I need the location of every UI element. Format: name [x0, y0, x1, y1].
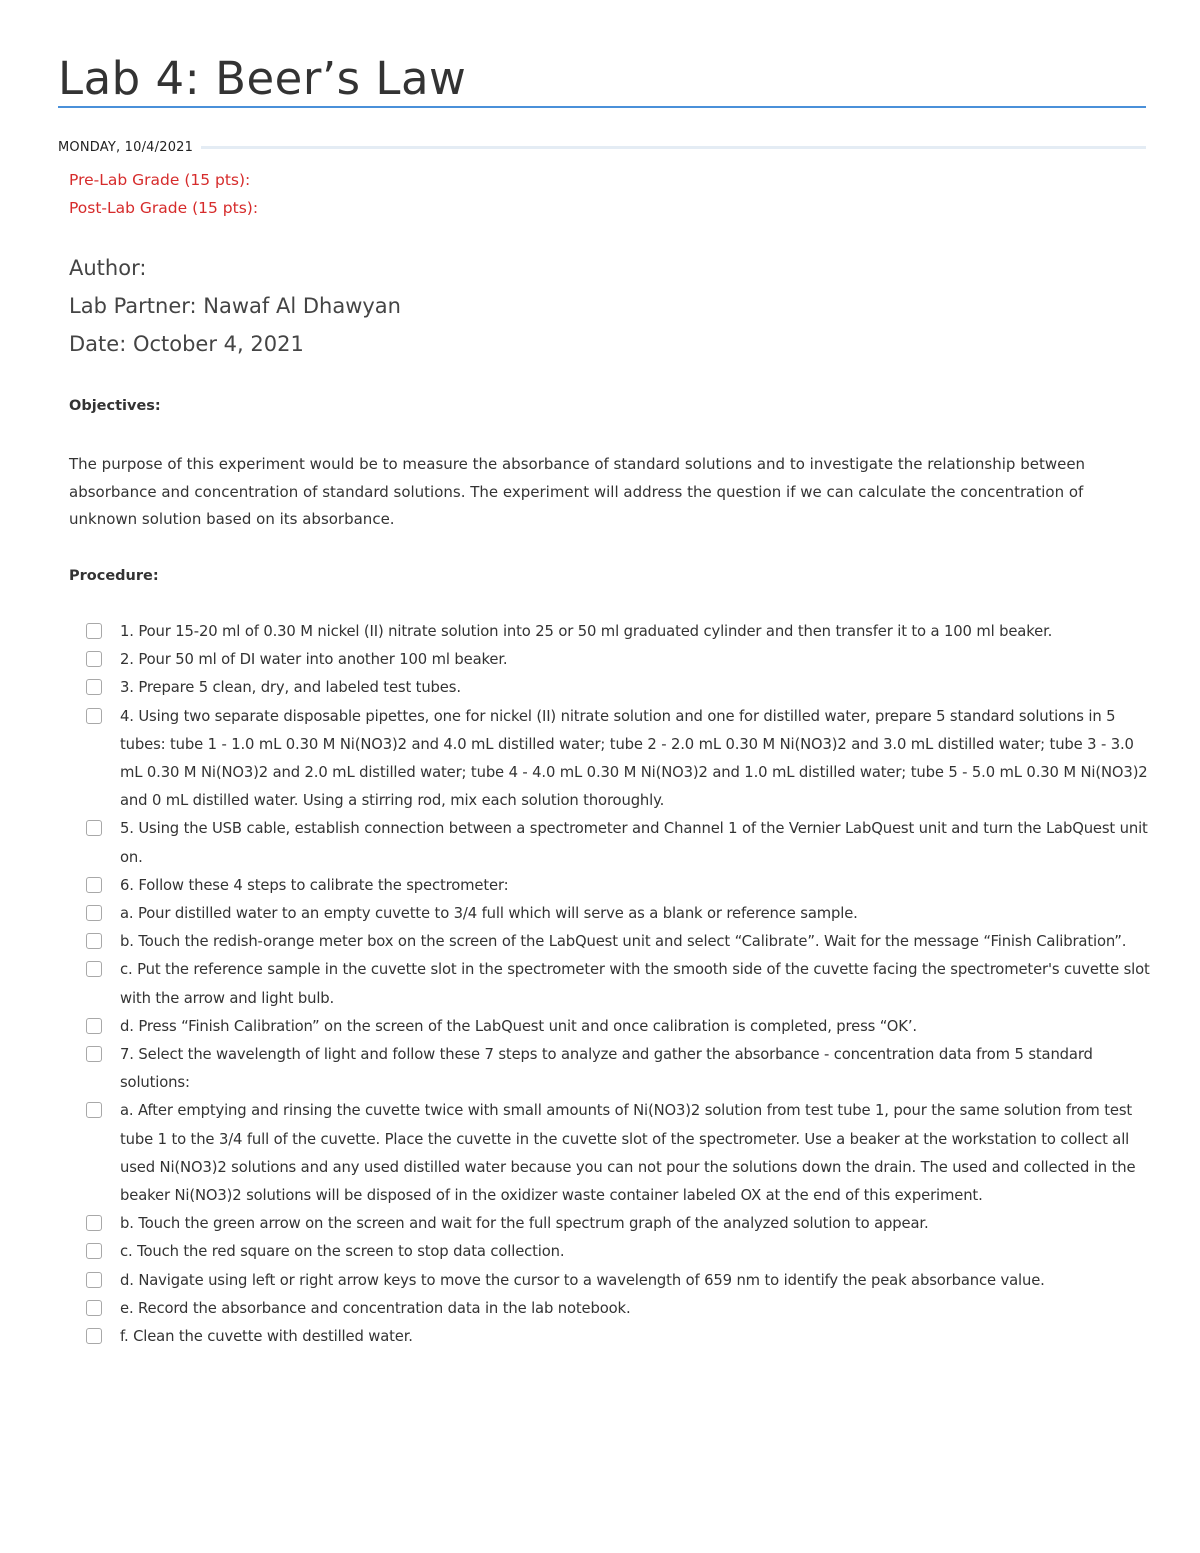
checklist-item — [86, 1041, 1156, 1097]
checklist-item-text: 4. Using two separate disposable pipettes, one for nickel (II) nitrate solution and one for distilled water, prepare 5 standard solutions in 5 tubes: tube 1 - 1.0 mL 0.30 M Ni(NO3)2 and 4.0 mL distilled water; tube 2 - 2.0 mL 0.30 M Ni(NO3)2 and 3.0 mL distilled water; tube 3 - 3.0 mL 0.30 M Ni(NO3)2 and 2.0 mL distilled water; tube 4 - 4.0 mL 0.30 M Ni(NO3)2 and 1.0 mL distilled water; tube 5 - 5.0 mL 0.30 M Ni(NO3)2 and 0 mL distilled water. Using a stirring rod, mix each solution thoroughly. — [120, 707, 1148, 810]
checkbox[interactable] — [86, 877, 102, 893]
checklist-item-text: f. Clean the cuvette with destilled water. — [120, 1328, 413, 1346]
checkbox[interactable] — [86, 1215, 102, 1231]
checklist-item-text: 1. Pour 15-20 ml of 0.30 M nickel (II) nitrate solution into 25 or 50 ml graduated cylinder and then transfer it to a 100 ml beaker. — [120, 623, 1053, 640]
checklist-item — [86, 928, 1156, 956]
checkbox[interactable] — [86, 905, 102, 921]
post-lab-grade: Post-Lab Grade (15 pts): — [69, 199, 259, 217]
checklist-item — [86, 674, 1156, 702]
checklist-item-text: b. Touch the green arrow on the screen and wait for the full spectrum graph of the analyzed solution to appear. — [120, 1215, 929, 1233]
checklist-item — [86, 1295, 1156, 1323]
checklist-item-text: 7. Select the wavelength of light and follow these 7 steps to analyze and gather the absorbance - concentration data from 5 standard solutions: — [120, 1046, 1093, 1092]
checkbox[interactable] — [86, 1046, 102, 1062]
date-label: MONDAY, 10/4/2021 — [58, 139, 194, 155]
checkbox[interactable] — [86, 1328, 102, 1344]
checkbox[interactable] — [86, 1272, 102, 1288]
checklist-item-text: 3. Prepare 5 clean, dry, and labeled test tubes. — [120, 679, 461, 697]
checklist-item-text: 6. Follow these 4 steps to calibrate the spectrometer: — [120, 876, 509, 894]
checkbox[interactable] — [86, 820, 102, 836]
checkbox[interactable] — [86, 933, 102, 949]
checklist-item-text: e. Record the absorbance and concentration data in the lab notebook. — [120, 1299, 631, 1317]
procedure-checklist — [86, 618, 1156, 1351]
author-line: Author: — [69, 256, 147, 280]
checklist-item — [86, 956, 1156, 1012]
checkbox[interactable] — [86, 1300, 102, 1316]
date-line: Date: October 4, 2021 — [69, 332, 304, 356]
checklist-item — [86, 872, 1156, 900]
checklist-item — [86, 1210, 1156, 1238]
checklist-item — [86, 646, 1156, 674]
page-title: Lab 4: Beer’s Law — [58, 52, 467, 105]
checklist-item-text: a. After emptying and rinsing the cuvette twice with small amounts of Ni(NO3)2 solution from test tube 1, pour the same solution from test tube 1 to the 3/4 full of the cuvette. Place the cuvette in the cuvette slot of the spectrometer. Use a beaker at the workstation to collect all used Ni(NO3)2 solutions and any used distilled water because you can not pour the solutions down the drain. The used and collected in the beaker Ni(NO3)2 solutions will be disposed of in the oxidizer waste container labeled OX at the end of this experiment. — [120, 1102, 1136, 1205]
checkbox[interactable] — [86, 679, 102, 695]
checklist-item — [86, 815, 1156, 871]
checklist-item — [86, 900, 1156, 928]
checklist-item-text: c. Touch the red square on the screen to stop data collection. — [120, 1243, 565, 1261]
checkbox[interactable] — [86, 1018, 102, 1034]
date-divider — [201, 146, 1146, 149]
checkbox[interactable] — [86, 651, 102, 667]
checklist-item-text: 2. Pour 50 ml of DI water into another 100 ml beaker. — [120, 651, 508, 669]
checklist-item-text: 5. Using the USB cable, establish connection between a spectrometer and Channel 1 of the Vernier LabQuest unit and turn the LabQuest unit on. — [120, 820, 1148, 866]
checkbox[interactable] — [86, 1243, 102, 1259]
pre-lab-grade: Pre-Lab Grade (15 pts): — [69, 171, 251, 189]
lab-partner-line: Lab Partner: Nawaf Al Dhawyan — [69, 294, 401, 318]
checklist-item — [86, 1238, 1156, 1266]
checklist-item-text: a. Pour distilled water to an empty cuvette to 3/4 full which will serve as a blank or reference sample. — [120, 905, 858, 923]
checklist-item — [86, 703, 1156, 816]
checklist-item — [86, 618, 1156, 646]
checkbox[interactable] — [86, 1102, 102, 1118]
date-header — [58, 137, 1146, 157]
checklist-item — [86, 1097, 1156, 1210]
checklist-item — [86, 1013, 1156, 1041]
checklist-item — [86, 1323, 1156, 1351]
title-underline — [58, 106, 1146, 108]
procedure-heading: Procedure: — [69, 568, 159, 584]
checkbox[interactable] — [86, 708, 102, 724]
checkbox[interactable] — [86, 623, 102, 639]
objectives-text: The purpose of this experiment would be to measure the absorbance of standard solutions and to investigate the relationship between absorbance and concentration of standard solutions. The experiment will address the question if we can calculate the concentration of unknown solution based on its absorbance. — [69, 455, 1086, 528]
checkbox[interactable] — [86, 961, 102, 977]
checklist-item-text: c. Put the reference sample in the cuvette slot in the spectrometer with the smooth side of the cuvette facing the spectrometer's cuvette slot with the arrow and light bulb. — [120, 961, 1150, 1007]
checklist-item — [86, 1267, 1156, 1295]
objectives-heading: Objectives: — [69, 398, 161, 414]
checklist-item-text: b. Touch the redish-orange meter box on the screen of the LabQuest unit and select “Calibrate”. Wait for the message “Finish Calibration”. — [120, 933, 1127, 951]
checklist-item-text: d. Press “Finish Calibration” on the screen of the LabQuest unit and once calibration is completed, press “OK’. — [120, 1017, 917, 1035]
checklist-item-text: d. Navigate using left or right arrow keys to move the cursor to a wavelength of 659 nm to identify the peak absorbance value. — [120, 1271, 1045, 1289]
